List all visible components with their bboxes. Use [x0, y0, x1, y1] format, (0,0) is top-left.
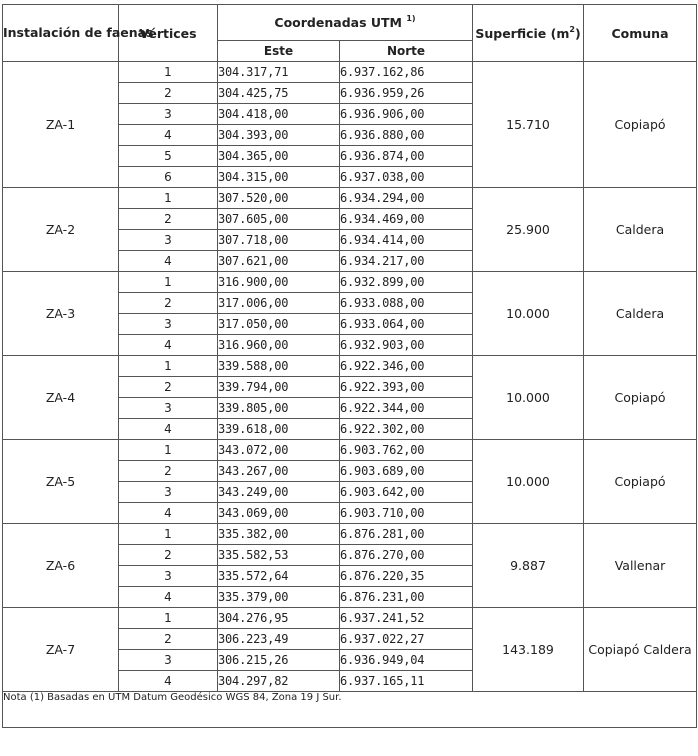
zone-comuna: Copiapó	[584, 356, 697, 440]
header-superficie	[473, 5, 584, 62]
coordinate-este: 306.215,26	[218, 650, 340, 671]
zone-superficie: 10.000	[473, 272, 584, 356]
table-row	[3, 188, 697, 209]
coordinate-norte: 6.936.880,00	[340, 125, 473, 146]
coordinate-este: 304.315,00	[218, 167, 340, 188]
table-row	[3, 62, 697, 83]
zone-name: ZA-3	[3, 272, 119, 356]
vertex-number: 1	[119, 356, 218, 377]
zone-superficie: 9.887	[473, 524, 584, 608]
coordinate-norte: 6.922.346,00	[340, 356, 473, 377]
vertex-number: 3	[119, 398, 218, 419]
coordinate-este: 339.588,00	[218, 356, 340, 377]
coordinate-norte: 6.933.064,00	[340, 314, 473, 335]
zone-name: ZA-1	[3, 62, 119, 188]
vertex-number: 4	[119, 419, 218, 440]
coordinate-norte: 6.936.906,00	[340, 104, 473, 125]
zone-name: ZA-5	[3, 440, 119, 524]
coordinate-este: 335.572,64	[218, 566, 340, 587]
coordinate-este: 335.582,53	[218, 545, 340, 566]
header-instalacion: Instalación de faenas	[3, 5, 119, 62]
coordinate-norte: 6.932.899,00	[340, 272, 473, 293]
vertex-number: 1	[119, 272, 218, 293]
coordinate-norte: 6.937.022,27	[340, 629, 473, 650]
coordinate-este: 316.960,00	[218, 335, 340, 356]
coordinate-norte: 6.922.393,00	[340, 377, 473, 398]
vertex-number: 2	[119, 545, 218, 566]
coordinate-norte: 6.936.959,26	[340, 83, 473, 104]
vertex-number: 1	[119, 62, 218, 83]
coordinate-este: 316.900,00	[218, 272, 340, 293]
zone-comuna: Caldera	[584, 272, 697, 356]
coordinate-norte: 6.903.710,00	[340, 503, 473, 524]
coordinate-norte: 6.922.302,00	[340, 419, 473, 440]
utm-coordinates-table	[2, 4, 697, 728]
vertex-number: 4	[119, 335, 218, 356]
vertex-number: 2	[119, 629, 218, 650]
coordinate-norte: 6.937.165,11	[340, 671, 473, 692]
coordinate-este: 317.050,00	[218, 314, 340, 335]
coordinate-norte: 6.876.220,35	[340, 566, 473, 587]
header-comuna: Comuna	[584, 5, 697, 62]
vertex-number: 4	[119, 251, 218, 272]
coordinate-este: 304.317,71	[218, 62, 340, 83]
document-page	[2, 4, 696, 728]
zone-superficie: 10.000	[473, 356, 584, 440]
coordinate-este: 304.276,95	[218, 608, 340, 629]
table-row	[3, 524, 697, 545]
vertex-number: 3	[119, 566, 218, 587]
vertex-number: 1	[119, 524, 218, 545]
header-coordenadas-footnote: 1)	[406, 14, 416, 23]
zone-comuna: Copiapó	[584, 62, 697, 188]
coordinate-este: 307.520,00	[218, 188, 340, 209]
coordinate-norte: 6.936.874,00	[340, 146, 473, 167]
coordinate-este: 306.223,49	[218, 629, 340, 650]
coordinate-norte: 6.903.642,00	[340, 482, 473, 503]
vertex-number: 3	[119, 650, 218, 671]
coordinate-norte: 6.903.762,00	[340, 440, 473, 461]
coordinate-este: 339.618,00	[218, 419, 340, 440]
coordinate-norte: 6.903.689,00	[340, 461, 473, 482]
coordinate-este: 343.072,00	[218, 440, 340, 461]
vertex-number: 4	[119, 503, 218, 524]
coordinate-norte: 6.934.294,00	[340, 188, 473, 209]
coordinate-este: 339.794,00	[218, 377, 340, 398]
table-row	[3, 356, 697, 377]
zone-superficie: 143.189	[473, 608, 584, 692]
coordinate-norte: 6.876.231,00	[340, 587, 473, 608]
coordinate-este: 304.393,00	[218, 125, 340, 146]
header-coordenadas	[218, 5, 473, 41]
vertex-number: 1	[119, 440, 218, 461]
coordinate-este: 304.297,82	[218, 671, 340, 692]
coordinate-norte: 6.922.344,00	[340, 398, 473, 419]
vertex-number: 2	[119, 461, 218, 482]
zone-comuna: Copiapó Caldera	[584, 608, 697, 692]
zone-name: ZA-4	[3, 356, 119, 440]
zone-superficie: 25.900	[473, 188, 584, 272]
coordinate-este: 304.365,00	[218, 146, 340, 167]
header-superficie-exponent: 2	[569, 24, 575, 34]
coordinate-este: 307.621,00	[218, 251, 340, 272]
coordinate-norte: 6.933.088,00	[340, 293, 473, 314]
coordinate-norte: 6.876.270,00	[340, 545, 473, 566]
coordinate-este: 335.379,00	[218, 587, 340, 608]
header-superficie-label: Superficie (m	[475, 25, 570, 41]
coordinate-norte: 6.876.281,00	[340, 524, 473, 545]
table-row	[3, 272, 697, 293]
coordinate-norte: 6.937.241,52	[340, 608, 473, 629]
coordinate-norte: 6.934.217,00	[340, 251, 473, 272]
coordinate-este: 307.718,00	[218, 230, 340, 251]
vertex-number: 3	[119, 104, 218, 125]
coordinate-este: 317.006,00	[218, 293, 340, 314]
vertex-number: 5	[119, 146, 218, 167]
vertex-number: 6	[119, 167, 218, 188]
coordinate-este: 343.069,00	[218, 503, 340, 524]
coordinate-norte: 6.936.949,04	[340, 650, 473, 671]
zone-name: ZA-7	[3, 608, 119, 692]
zone-superficie: 10.000	[473, 440, 584, 524]
coordinate-norte: 6.934.469,00	[340, 209, 473, 230]
vertex-number: 4	[119, 587, 218, 608]
vertex-number: 2	[119, 293, 218, 314]
zone-name: ZA-6	[3, 524, 119, 608]
header-superficie-close: )	[574, 25, 581, 41]
coordinate-este: 304.425,75	[218, 83, 340, 104]
coordinate-norte: 6.934.414,00	[340, 230, 473, 251]
table-row	[3, 608, 697, 629]
header-este: Este	[218, 41, 340, 62]
header-norte: Norte	[340, 41, 473, 62]
coordinate-este: 335.382,00	[218, 524, 340, 545]
coordinate-este: 307.605,00	[218, 209, 340, 230]
vertex-number: 4	[119, 671, 218, 692]
vertex-number: 2	[119, 209, 218, 230]
coordinate-este: 343.249,00	[218, 482, 340, 503]
coordinate-norte: 6.932.903,00	[340, 335, 473, 356]
zone-comuna: Vallenar	[584, 524, 697, 608]
vertex-number: 3	[119, 482, 218, 503]
coordinate-este: 339.805,00	[218, 398, 340, 419]
vertex-number: 2	[119, 377, 218, 398]
vertex-number: 3	[119, 314, 218, 335]
table-body	[3, 62, 697, 692]
coordinate-norte: 6.937.162,86	[340, 62, 473, 83]
table-row	[3, 440, 697, 461]
footnote: Nota (1) Basadas en UTM Datum Geodésico WGS 84, Zona 19 J Sur.	[3, 692, 697, 728]
coordinate-este: 304.418,00	[218, 104, 340, 125]
vertex-number: 4	[119, 125, 218, 146]
zone-comuna: Copiapó	[584, 440, 697, 524]
coordinate-norte: 6.937.038,00	[340, 167, 473, 188]
zone-name: ZA-2	[3, 188, 119, 272]
zone-superficie: 15.710	[473, 62, 584, 188]
coordinate-este: 343.267,00	[218, 461, 340, 482]
header-vertices: Vértices	[119, 5, 218, 62]
vertex-number: 1	[119, 608, 218, 629]
header-coordenadas-label: Coordenadas UTM	[274, 15, 402, 30]
vertex-number: 2	[119, 83, 218, 104]
vertex-number: 3	[119, 230, 218, 251]
zone-comuna: Caldera	[584, 188, 697, 272]
vertex-number: 1	[119, 188, 218, 209]
